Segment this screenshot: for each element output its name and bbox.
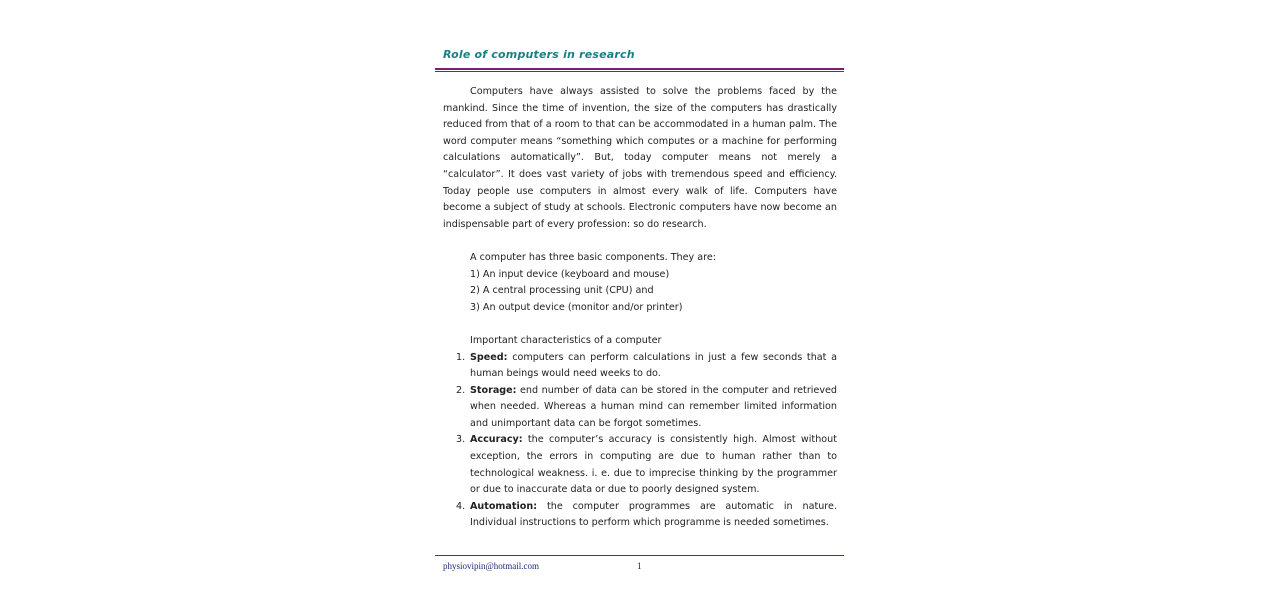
characteristic-term: Storage: <box>470 384 517 396</box>
title-divider <box>435 68 844 73</box>
document-body <box>443 84 837 532</box>
list-number: 2. <box>456 384 466 396</box>
characteristic-term: Speed: <box>470 351 508 363</box>
characteristics-list <box>443 350 837 533</box>
intro-paragraph: Computers have always assisted to solve the problems faced by the mankind. Since the time of invention, the size of the computers has drastically reduced from that of a room to that can be accommodated in a human palm. The word computer means “something which computes or a machine for performing calculations automatically”. But, today computer means not merely a “calculator”. It does vast variety of jobs with tremendous speed and efficiency. Today people use computers in almost every walk of life. Computers have become a subject of study at schools. Electronic computers have now become an indispensable part of every profession: so do research. <box>443 86 837 230</box>
list-number: 3. <box>456 434 466 446</box>
components-intro: A computer has three basic components. They are: <box>470 251 717 263</box>
title-divider-line-1 <box>435 68 844 70</box>
component-item: 3) An output device (monitor and/or printer) <box>470 301 683 313</box>
characteristic-text: computers can perform calculations in just a few seconds that a human beings would need weeks to do. <box>470 351 837 380</box>
component-item: 1) An input device (keyboard and mouse) <box>470 268 670 280</box>
document-page <box>410 0 870 600</box>
characteristic-term: Automation: <box>470 500 538 512</box>
title-divider-line-2 <box>435 71 844 72</box>
characteristic-item <box>456 383 837 433</box>
list-number: 1. <box>456 351 466 363</box>
component-item: 2) A central processing unit (CPU) and <box>470 285 654 297</box>
characteristic-item <box>456 499 837 532</box>
characteristic-text: the computer programmes are automatic in nature. Individual instructions to perform which programme is needed sometimes. <box>470 500 837 529</box>
characteristics-title: Important characteristics of a computer <box>470 334 662 346</box>
characteristic-item <box>456 432 837 498</box>
page-number: 1 <box>637 561 642 571</box>
list-number: 4. <box>456 500 466 512</box>
characteristic-item <box>456 350 837 383</box>
components-block <box>443 250 837 316</box>
footer-email[interactable]: physiovipin@hotmail.com <box>443 561 540 571</box>
footer-divider <box>435 555 844 556</box>
characteristic-term: Accuracy: <box>470 434 523 446</box>
characteristic-text: end number of data can be stored in the computer and retrieved when needed. Whereas a human mind can remember limited information and unimportant data can be forgot sometimes. <box>470 384 837 429</box>
characteristic-text: the computer’s accuracy is consistently high. Almost without exception, the errors in computing are due to human rather than to technological weakness. i. e. due to imprecise thinking by the programmer or due to inaccurate data or due to poorly designed system. <box>470 434 837 496</box>
page-title: Role of computers in research <box>443 48 635 61</box>
